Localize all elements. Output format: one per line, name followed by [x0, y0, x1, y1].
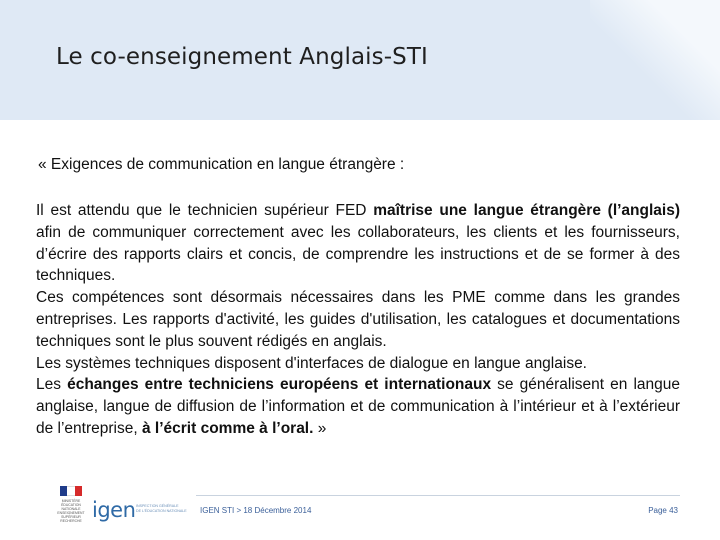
paragraph-4-emphasis-1: échanges entre techniciens européens et internationaux — [67, 376, 492, 394]
paragraph-4 — [36, 374, 680, 439]
paragraph-4-emphasis-2: à l’écrit comme à l’oral. — [141, 419, 314, 437]
paragraph-1-text-c: afin de communiquer correctement avec les collaborateurs, les clients et les fournisseurs, d’écrire des rapports clairs et concis, de comprendre les instructions et de se former à des techniques. — [36, 223, 680, 285]
paragraph-4-text-c: se généralisent en langue anglaise, langue de diffusion de l’information et de communication à l’intérieur et à l’extérieur de l’entreprise, — [36, 376, 680, 437]
republique-francaise-logo — [54, 486, 88, 530]
paragraph-1 — [36, 200, 680, 287]
paragraph-4-text-e: » — [313, 419, 327, 437]
igen-wordmark: igen — [92, 498, 136, 522]
ministry-text: MINISTÈRE ÉDUCATION NATIONALE ENSEIGNEMENT SUPÉRIEUR RECHERCHE — [57, 499, 85, 523]
header-corner-highlight — [590, 0, 720, 120]
paragraph-4-text-a: Les — [36, 376, 68, 394]
body-text — [36, 200, 680, 440]
paragraph-3: Les systèmes techniques disposent d'interfaces de dialogue en langue anglaise. — [36, 354, 587, 372]
paragraph-2: Ces compétences sont désormais nécessaires dans les PME comme dans les grandes entreprises. Les rapports d'activité, les guides d'utilisation, les catalogues et documentations techniques sont le plus souvent rédigés en anglais. — [36, 289, 680, 350]
intro-line: « Exigences de communication en langue étrangère : — [38, 156, 405, 173]
french-flag-icon — [60, 486, 82, 496]
page-number: Page 43 — [648, 506, 678, 515]
paragraph-1-text-a: Il est attendu que le technicien supérieur FED — [36, 202, 374, 219]
footer-date: IGEN STI > 18 Décembre 2014 — [200, 506, 312, 515]
igen-logo — [92, 498, 192, 534]
igen-tagline: INSPECTION GÉNÉRALE DE L'ÉDUCATION NATIONALE — [136, 504, 187, 513]
paragraph-1-emphasis: maîtrise une langue étrangère (l’anglais) — [373, 202, 681, 219]
slide-title: Le co-enseignement Anglais-STI — [56, 44, 428, 70]
footer-divider — [196, 495, 680, 496]
